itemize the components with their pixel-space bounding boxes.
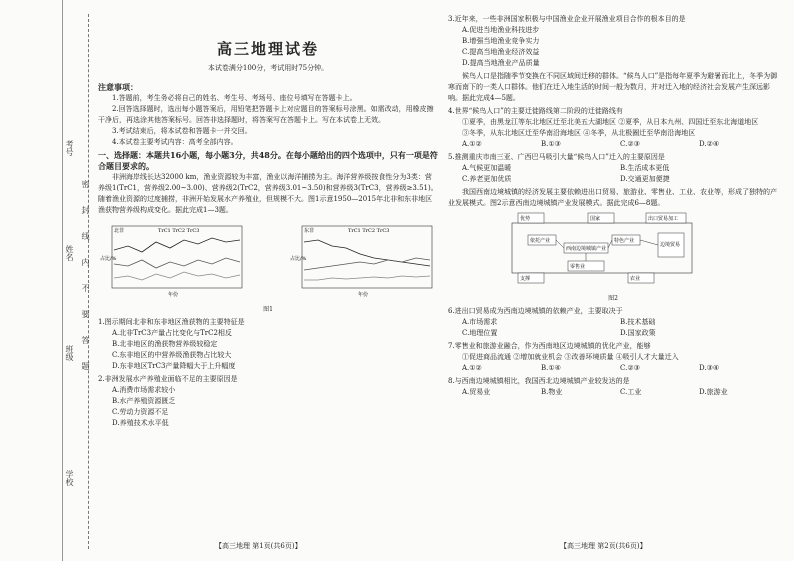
q8-options: [448, 387, 778, 398]
diagram-node-10: 农业: [630, 276, 641, 282]
label-school: 学校: [65, 470, 74, 486]
q6-options-row2: [448, 328, 778, 339]
q6-option-b: B.技术基础: [620, 318, 656, 326]
q4-choice-2: ③冬季，从东北地区迁至华南沿海地区 ④冬季，从北极圈迁至华南沿海地区: [462, 129, 696, 137]
q2-option-a: A.消费市场需求较小: [112, 386, 176, 394]
q4-option-c: C.②③: [620, 140, 640, 148]
binding-line: [62, 0, 63, 561]
q2-option-b: B.水产养殖资源匮乏: [112, 397, 176, 405]
q5-option-a: A.气候更加温暖: [462, 164, 512, 172]
page-title: 高三地理试卷: [216, 40, 319, 58]
q4-option-b: B.①③: [541, 140, 561, 148]
label-name: 姓名: [65, 245, 74, 261]
chart-left-xlabel: 年份: [168, 292, 179, 298]
chart-right-title: 东非: [304, 228, 315, 234]
notice-item-1: 1.答题前，考生务必将自己的姓名、考生号、考场号、座位号填写在答题卡上。: [112, 94, 357, 102]
q7-options: [448, 363, 778, 374]
chart-left: [98, 220, 248, 300]
q6-options-row1: [448, 317, 778, 328]
left-column: [98, 14, 438, 429]
notice-item-3: 3.考试结束后，将本试卷和答题卡一并交回。: [112, 127, 252, 135]
q5-options-row2: [448, 174, 778, 185]
q6-option-c: C.地理位置: [462, 329, 498, 337]
q4-option-d: D.②④: [699, 140, 720, 148]
q8-option-d: D.旅游业: [699, 388, 728, 396]
chart-left-legend: TrC1 TrC2 TrC3: [158, 228, 200, 234]
q4-choice-1: ①夏季，由黑龙江等东北地区迁至北美五大湖地区 ②夏季，从日本九州、四国迁至东北海道地区: [462, 118, 759, 126]
q3-stem: 3.近年来，一些非洲国家积极与中国渔业企业开展渔业项目合作的根本目的是: [448, 15, 686, 23]
q8-option-c: C.工业: [620, 388, 642, 396]
q6-option-a: A.市场需求: [462, 318, 498, 326]
diagram-node-8: 支撑: [520, 276, 531, 282]
q1-option-b: B.北非地区的渔获物营养级较稳定: [112, 340, 218, 348]
q5-option-b: B.生活成本更低: [620, 164, 670, 172]
q4-stem: 4.世界“候鸟人口”的主要迁徙路线第二阶段的迁徙路线有: [448, 107, 623, 115]
diagram-node-4: 依托产业: [530, 238, 551, 244]
notice-item-2: 2.回答选择题时，选出每小题答案后，用铅笔把答题卡上对应题目的答案标号涂黑。如需改动，用橡皮擦干净后，再选涂其他答案标号。回答非选择题时，将答案写在答题卡上。写在本试卷上无效。: [98, 105, 434, 124]
q8-stem: 8.与西南边境城镇相比，我国西北边境城镇产业较发达的是: [448, 377, 630, 385]
q7-option-b: B.①④: [541, 364, 561, 372]
q3-option-c: C.提高当地渔业经济效益: [462, 48, 540, 56]
q7-stem: 7.零售业和旅游业融合，作为西南地区边境城镇的优化产业，能够: [448, 342, 651, 350]
binding-margin: [0, 0, 92, 561]
diagram-node-6: 特色产业: [614, 238, 635, 244]
notice-item-4: 4.本试卷主要考试内容：高考全部内容。: [112, 138, 238, 146]
exam-meta: 本试卷满分100分，考试用时75分钟。: [207, 64, 329, 72]
diagram-node-9: 零售业: [570, 264, 586, 270]
q5-stem: 5.推测重庆市南三亚、广西巴马吸引大量“候鸟人口”迁入的主要原因是: [448, 153, 665, 161]
figure-2-diagram: [508, 211, 708, 289]
chart-right-ylabel: 占比/%: [290, 256, 307, 262]
q1-option-c: C.东非地区的中营养级渔获物占比较大: [112, 351, 232, 359]
q8-option-b: B.物业: [541, 388, 563, 396]
chart-left-title: 北非: [114, 228, 125, 234]
q7-option-c: C.②③: [620, 364, 640, 372]
passage-3: 我国西南边境城镇的经济发展主要依赖进出口贸易、旅游业、零售业、工业、农业等，形成了独特的产业发展模式。图2示意西南边境城镇产业发展模式。据此完成6—8题。: [448, 188, 777, 207]
q7-choices: ①促进商品流通 ②增加就业机会 ③改善环境质量 ④吸引人才大量迁入: [462, 353, 679, 361]
chart-left-ylabel: 占比/%: [100, 256, 117, 262]
footer-right: 【高三地理 第2页(共6页)】: [560, 542, 647, 550]
diagram-node-2: 国家: [590, 216, 601, 222]
notice-heading: 注意事项：: [98, 82, 138, 92]
q6-stem: 6.进出口贸易成为西南边境城镇的依赖产业，主要取决于: [448, 307, 623, 315]
figure-2-caption: 图2: [608, 295, 618, 302]
q5-option-d: D.交通更加便捷: [620, 175, 670, 183]
q4-option-a: A.①②: [462, 140, 482, 148]
q1-stem: 1.图示期间北非和东非地区渔获物的主要特征是: [98, 318, 245, 326]
chart-right-legend: TrC1 TrC2 TrC3: [348, 228, 390, 234]
chart-right-xlabel: 年份: [358, 292, 369, 298]
q3-option-d: D.提高当地渔业产品质量: [462, 59, 540, 67]
label-exam-number: 考号: [65, 140, 74, 156]
q2-stem: 2.非洲发展水产养殖业面临不足的主要原因是: [98, 375, 238, 383]
q2-option-d: D.养殖技术水平低: [112, 419, 169, 427]
q4-options: [448, 139, 778, 150]
figure-1-caption: 图1: [263, 306, 273, 313]
q7-option-a: A.①②: [462, 364, 482, 372]
q3-option-b: B.增强当地渔业竞争实力: [462, 37, 540, 45]
chart-right: [288, 220, 438, 300]
diagram-node-3: 出口贸易加工: [648, 216, 679, 222]
q1-option-a: A.北非TrC3产量占比变化与TrC2相反: [112, 329, 232, 337]
diagram-node-5: 西南边境城镇产业: [566, 246, 607, 252]
diagram-node-1: 优势: [520, 216, 531, 222]
q2-option-c: C.劳动力资源不足: [112, 408, 169, 416]
passage-1: 非洲海岸线长达32000 km，渔业资源较为丰富，渔业以海洋捕捞为主。海洋营养级按食性分为3类：营养级1(TrC1，营养级2.00~3.00)、营养级2(TrC2，营养级3.01~3.50)和营养级3(TrC3，营养级≥3.51)。随着渔业资源的过度捕捞，非洲开始发展水产养殖业，但规模不大。图1示意1950—2015年北非和东非地区渔获物营养级构成变化。据此完成1—3题。: [98, 173, 438, 214]
right-column: [448, 14, 778, 398]
figure-1: [98, 220, 438, 300]
q8-option-a: A.贸易业: [462, 388, 491, 396]
label-class: 班级: [65, 345, 74, 361]
q5-option-c: C.养老更加优质: [462, 175, 512, 183]
diagram-node-7: 边境贸易: [660, 242, 681, 248]
q7-option-d: D.③④: [699, 364, 720, 372]
q6-option-d: D.国家政策: [620, 329, 656, 337]
section-heading: 一、选择题：本题共16小题，每小题3分，共48分。在每小题给出的四个选项中，只有一项是符合题目要求的。: [98, 150, 438, 171]
seal-text: 密封线内不要答题: [81, 180, 90, 388]
q5-options-row1: [448, 163, 778, 174]
passage-2: 候鸟人口是指随季节变换在不同区域间迁移的群体。“候鸟人口”是指每年夏季为避暑而北上，冬季为御寒而南下的一类人口群体。他们在迁入地生活的时间一般为数月，并对迁入地的经济社会发展产生深远影响。据此完成4—5题。: [448, 72, 778, 102]
q3-option-a: A.促进当地渔业科技进步: [462, 26, 540, 34]
footer-left: 【高三地理 第1页(共6页)】: [215, 542, 302, 550]
q1-option-d: D.东非地区TrC3产量降幅大于上升幅度: [112, 362, 236, 370]
